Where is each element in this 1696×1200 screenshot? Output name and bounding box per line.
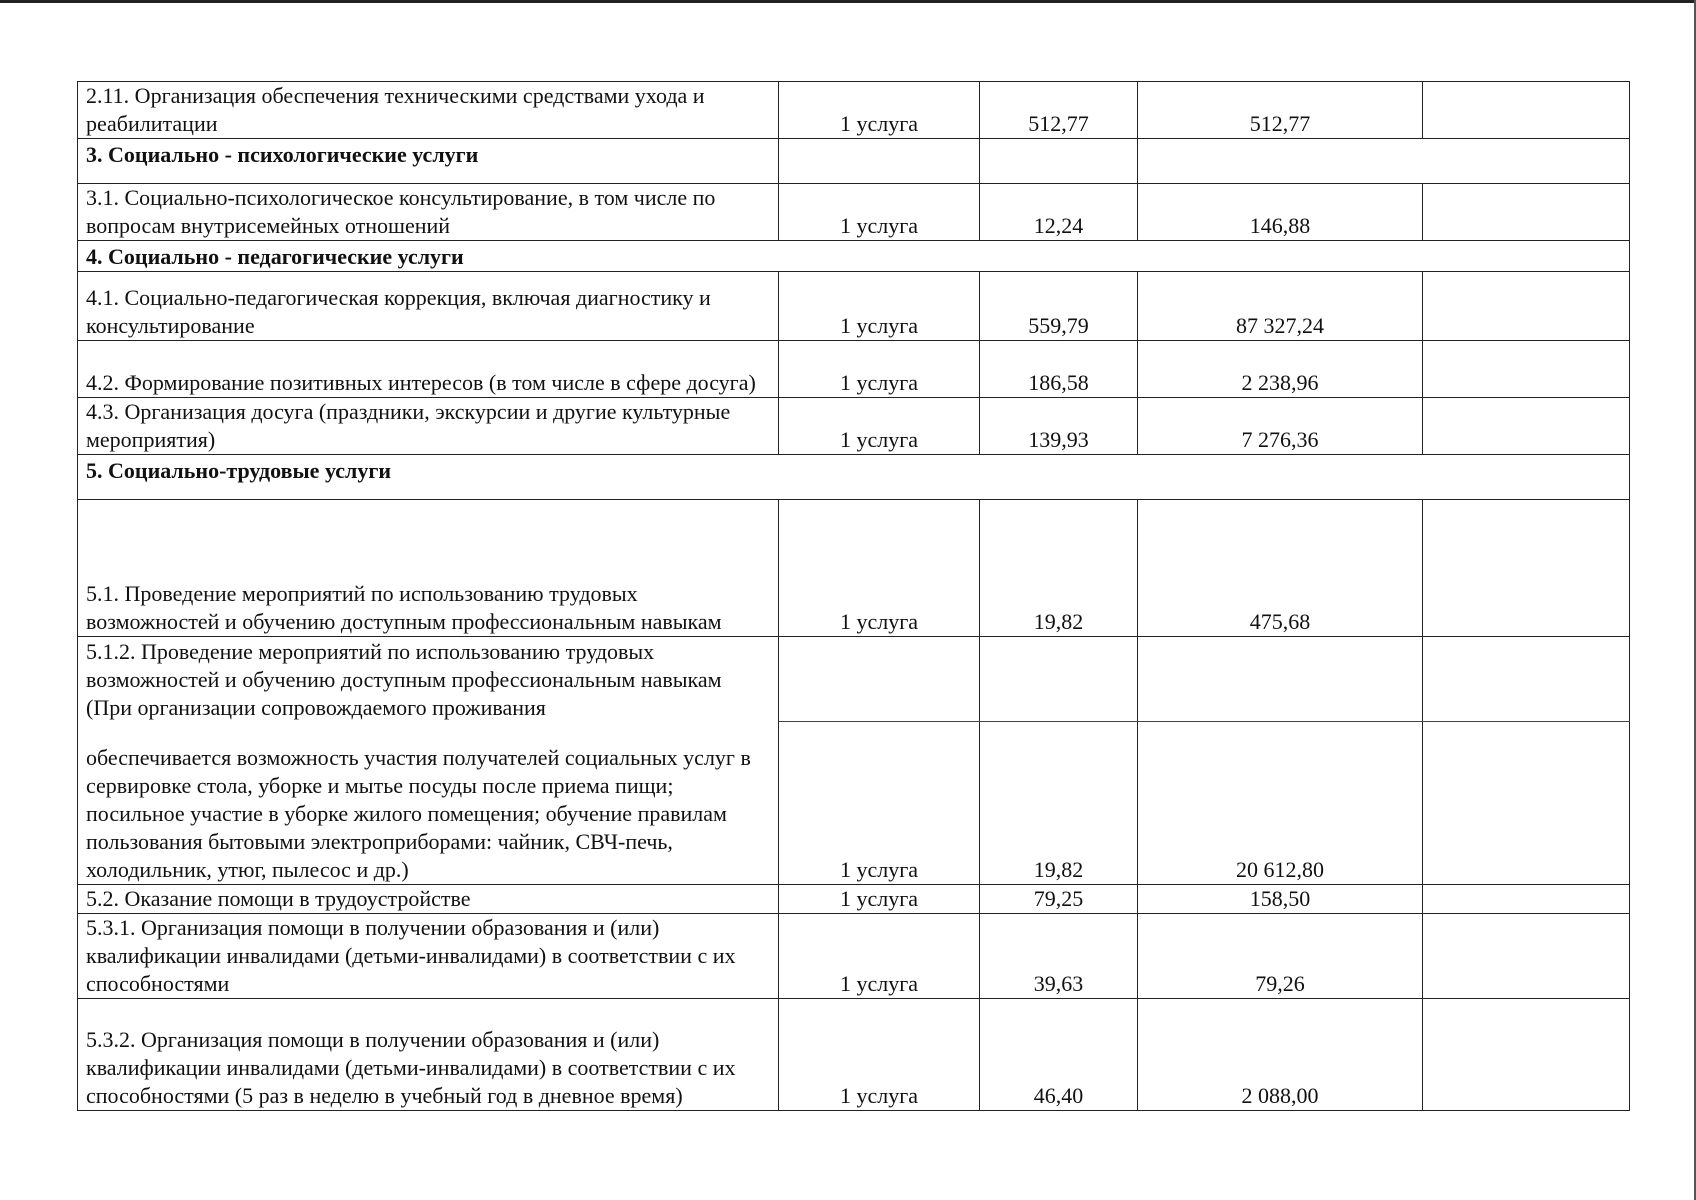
service-name: 4.1. Социально-педагогическая коррекция, включая диагностику и консультирование [78,272,779,341]
service-price: 186,58 [980,341,1138,398]
service-unit: 1 услуга [779,184,980,241]
service-name: 5.2. Оказание помощи в трудоустройстве [78,885,779,914]
service-price: 79,25 [980,885,1138,914]
table-row [78,500,1630,637]
service-total: 158,50 [1138,885,1423,914]
service-price: 512,77 [980,82,1138,139]
service-extra [1423,272,1630,341]
service-total: 146,88 [1138,184,1423,241]
service-extra [1423,398,1630,455]
table-row [78,398,1630,455]
service-total: 2 238,96 [1138,341,1423,398]
empty-cell [980,637,1138,722]
empty-cell [779,139,980,184]
empty-cell [1138,139,1630,184]
service-name: 2.11. Организация обеспечения техническими средствами ухода и реабилитации [78,82,779,139]
service-price: 559,79 [980,272,1138,341]
service-price: 19,82 [980,722,1138,885]
service-extra [1423,914,1630,999]
service-unit: 1 услуга [779,999,980,1111]
service-total: 2 088,00 [1138,999,1423,1111]
service-extra [1423,885,1630,914]
service-extra [1423,722,1630,885]
service-total: 87 327,24 [1138,272,1423,341]
service-price: 46,40 [980,999,1138,1111]
section-title: 4. Социально - педагогические услуги [78,241,1630,272]
service-name: 5.1.2. Проведение мероприятий по использованию трудовых возможностей и обучению доступным профессиональным навыкам (При организации сопровождаемого проживания [78,637,779,722]
service-unit: 1 услуга [779,398,980,455]
table-row [78,722,1630,885]
service-extra [1423,341,1630,398]
empty-cell [1138,637,1423,722]
service-unit: 1 услуга [779,272,980,341]
table-row [78,999,1630,1111]
service-price: 139,93 [980,398,1138,455]
scan-edge-top [0,0,1696,3]
table-row [78,885,1630,914]
service-total: 20 612,80 [1138,722,1423,885]
table-row [78,914,1630,999]
service-name: 4.3. Организация досуга (праздники, экскурсии и другие культурные мероприятия) [78,398,779,455]
service-name: 3.1. Социально-психологическое консультирование, в том числе по вопросам внутрисемейных отношений [78,184,779,241]
section-title: 5. Социально-трудовые услуги [78,455,1630,500]
service-unit: 1 услуга [779,914,980,999]
service-total: 79,26 [1138,914,1423,999]
service-extra [1423,82,1630,139]
table-row [78,184,1630,241]
services-price-table [77,81,1630,1111]
service-unit: 1 услуга [779,82,980,139]
table-row [78,272,1630,341]
service-name-continued: обеспечивается возможность участия получателей социальных услуг в сервировке стола, уборке и мытье посуды после приема пищи; посильное участие в уборке жилого помещения; обучение правилам пользования бытовыми электроприборами: чайник, СВЧ-печь, холодильник, утюг, пылесос и др.) [78,722,779,885]
service-name: 5.1. Проведение мероприятий по использованию трудовых возможностей и обучению доступным профессиональным навыкам [78,500,779,637]
table-row [78,341,1630,398]
section-title: 3. Социально - психологические услуги [78,139,779,184]
section-row [78,139,1630,184]
service-extra [1423,999,1630,1111]
service-total: 7 276,36 [1138,398,1423,455]
empty-cell [980,139,1138,184]
service-total: 475,68 [1138,500,1423,637]
service-unit: 1 услуга [779,885,980,914]
empty-cell [779,637,980,722]
service-price: 12,24 [980,184,1138,241]
service-price: 39,63 [980,914,1138,999]
service-unit: 1 услуга [779,722,980,885]
service-unit: 1 услуга [779,341,980,398]
section-row [78,455,1630,500]
service-extra [1423,184,1630,241]
service-name: 5.3.2. Организация помощи в получении образования и (или) квалификации инвалидами (детьми-инвалидами) в соответствии с их способностями (5 раз в неделю в учебный год в дневное время) [78,999,779,1111]
service-price: 19,82 [980,500,1138,637]
service-total: 512,77 [1138,82,1423,139]
service-name: 5.3.1. Организация помощи в получении образования и (или) квалификации инвалидами (детьми-инвалидами) в соответствии с их способностями [78,914,779,999]
section-row [78,241,1630,272]
service-name: 4.2. Формирование позитивных интересов (в том числе в сфере досуга) [78,341,779,398]
service-unit: 1 услуга [779,500,980,637]
table-row [78,637,1630,722]
table-row [78,82,1630,139]
service-extra [1423,500,1630,637]
empty-cell [1423,637,1630,722]
